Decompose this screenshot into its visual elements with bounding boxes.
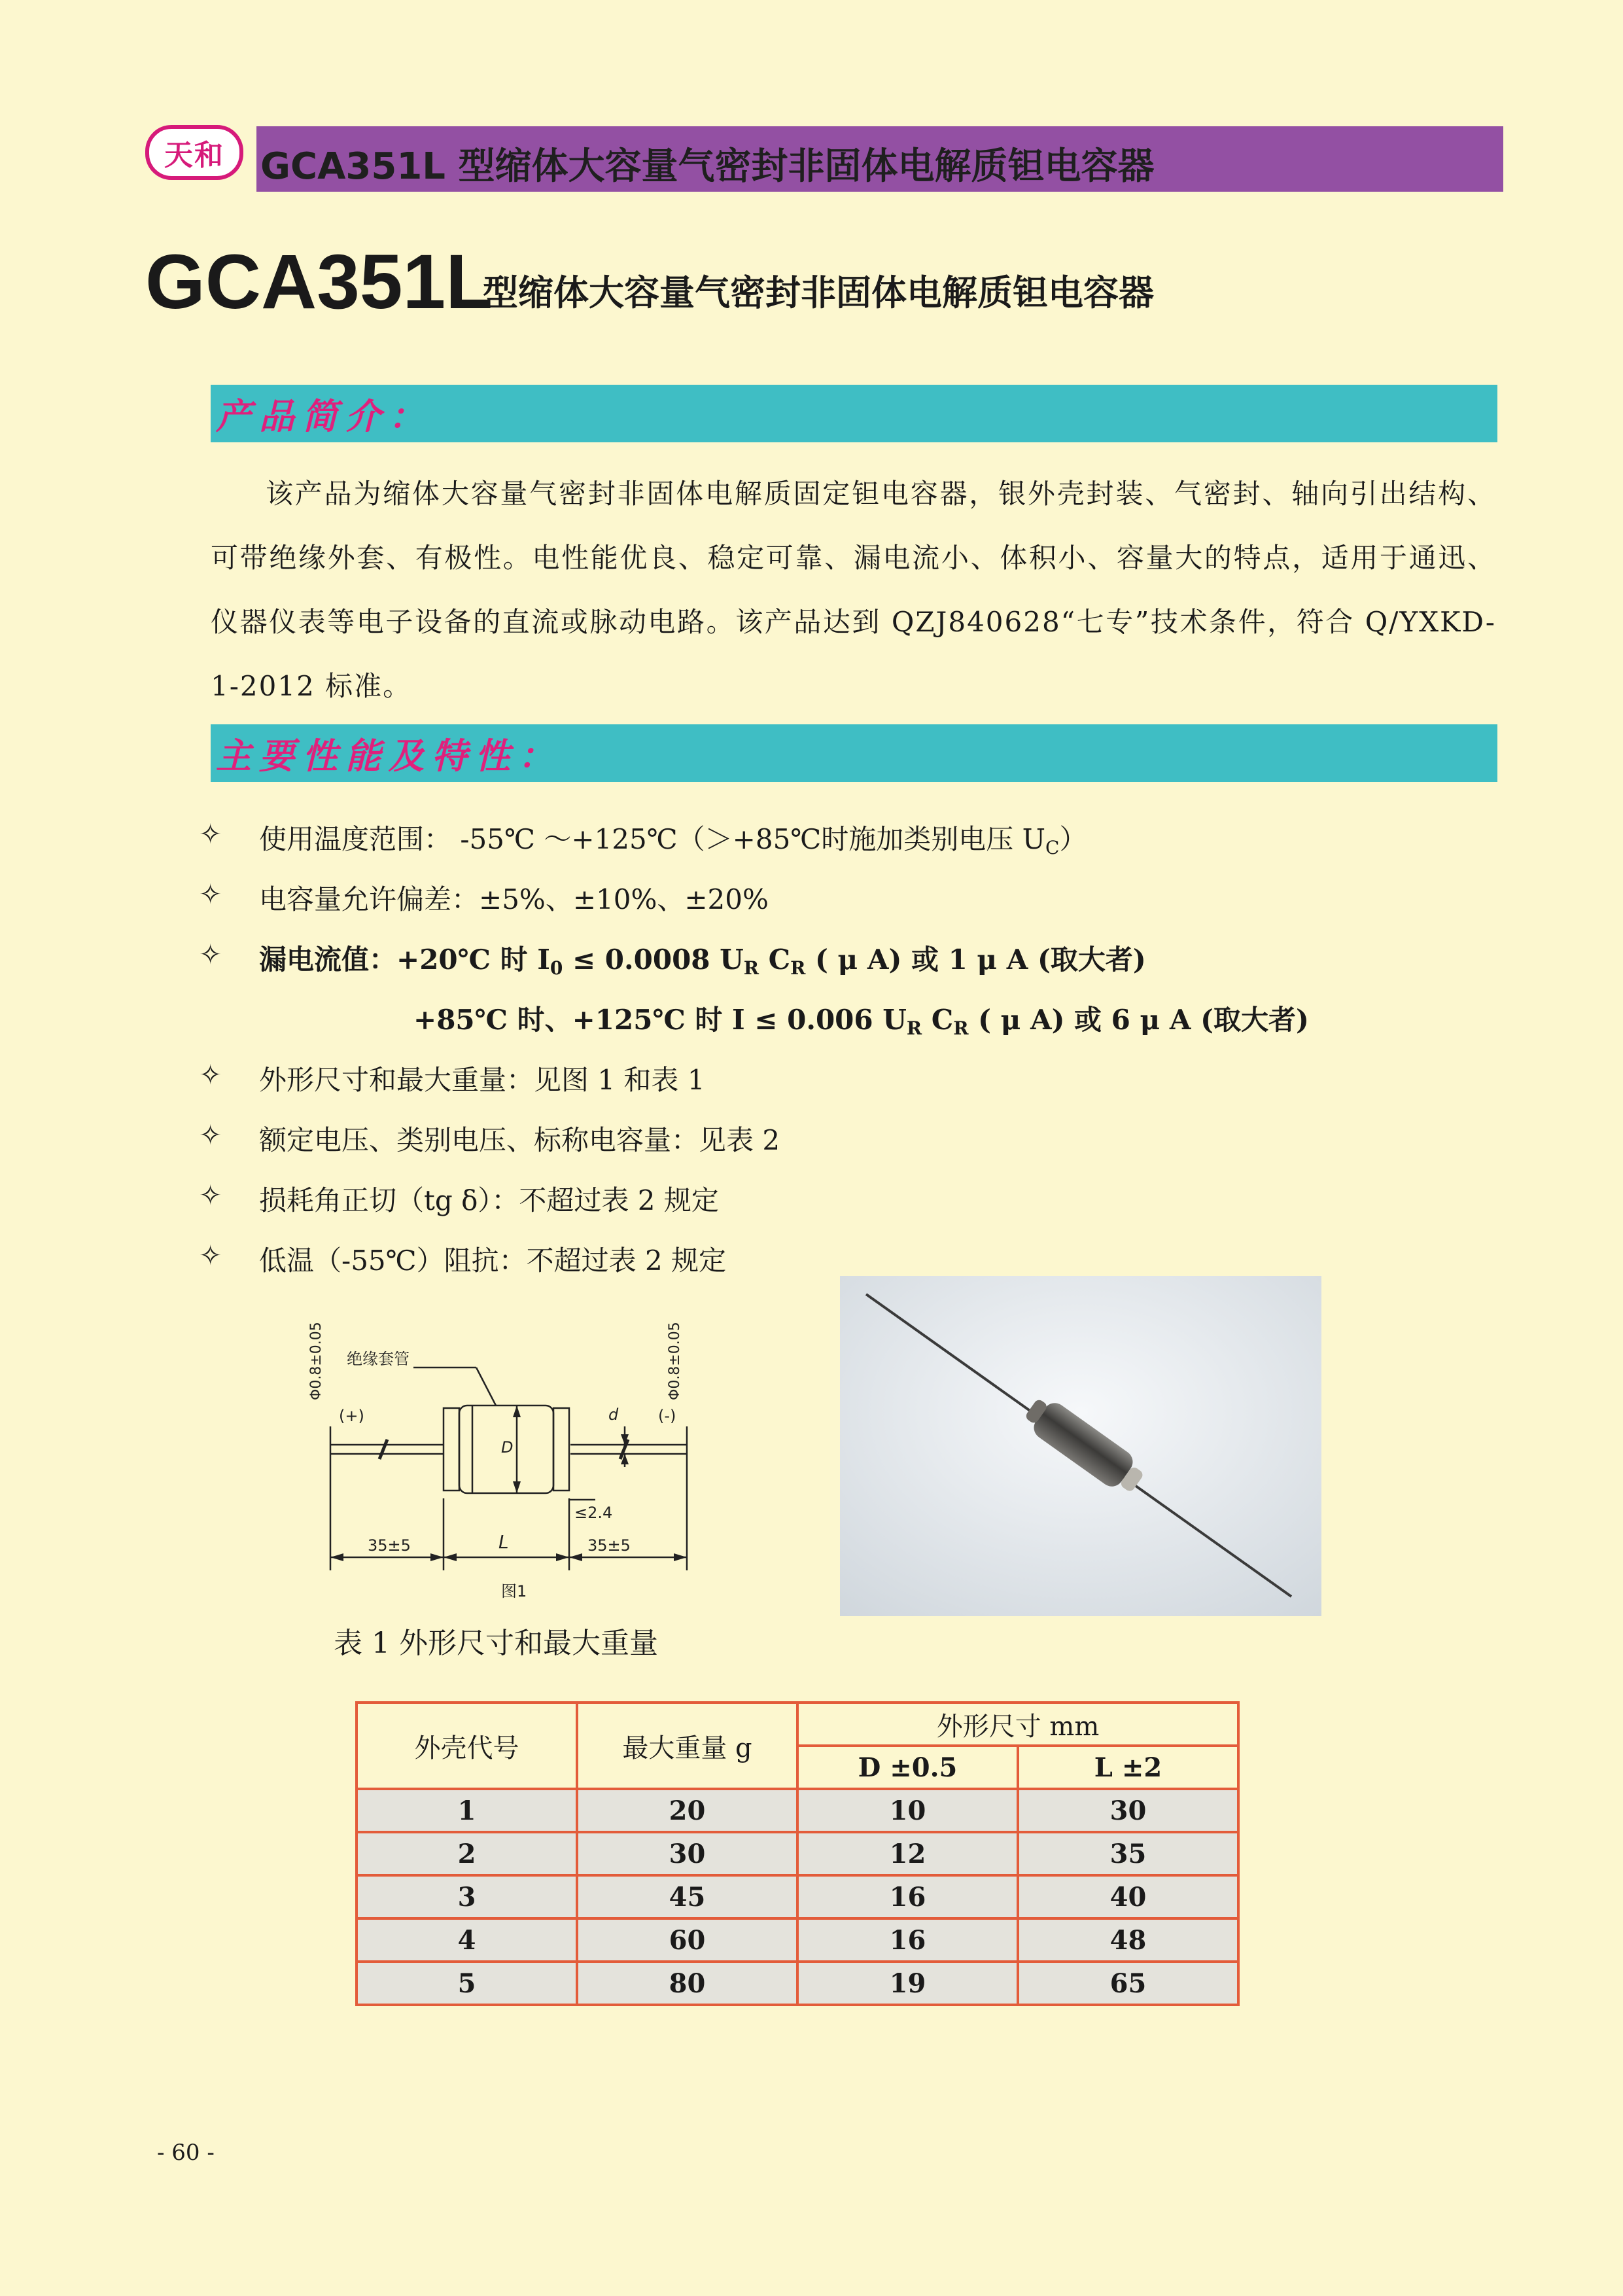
- table-row: [357, 1789, 1238, 1832]
- figure-caption: 图1: [501, 1582, 527, 1600]
- cell-L: 35: [1018, 1832, 1238, 1875]
- table-caption: 表 1 外形尺寸和最大重量: [334, 1627, 658, 1660]
- bullet-icon: ✧: [199, 818, 222, 850]
- cell-L: 30: [1018, 1789, 1238, 1832]
- table-header-row: [357, 1703, 1238, 1746]
- cell-D: 19: [797, 1962, 1018, 2005]
- cell-L: 40: [1018, 1875, 1238, 1918]
- bullet-icon: ✧: [199, 1119, 222, 1151]
- company-logo: [145, 125, 243, 180]
- intro-section-label: 产品简介：: [216, 395, 432, 437]
- header-max-weight: 最大重量 g: [577, 1703, 797, 1789]
- intro-paragraph: 该产品为缩体大容量气密封非固体电解质固定钽电容器，银外壳封装、气密封、轴向引出结构、可带绝缘外套、有极性。电性能优良、稳定可靠、漏电流小、体积小、容量大的特点，适用于通迅、仪器仪表等电子设备的直流或脉动电路。该产品达到 QZJ840628“七专”技术条件，符合 Q/YXKD-1-2012 标准。: [211, 478, 1496, 702]
- dim-left-label: 35±5: [368, 1536, 411, 1555]
- bullet-icon: ✧: [199, 938, 222, 970]
- cell-L: 48: [1018, 1918, 1238, 1962]
- product-photo: [840, 1276, 1321, 1616]
- logo-text: 天和: [164, 139, 224, 172]
- header-case-code: 外壳代号: [357, 1703, 577, 1789]
- dimension-weight-table: [355, 1701, 1240, 2006]
- feature-leakage-high-temp: +85℃ 时、+125℃ 时 I ≤ 0.006 $U_R$ $C_R$ ( μ A) 或 6 μ A (取大者): [413, 1004, 1309, 1039]
- table-row: [357, 1875, 1238, 1918]
- feature-temperature: 使用温度范围： -55℃ ～+125℃（＞+85℃时施加类别电压 $U_C$）: [259, 823, 1087, 858]
- cell-case: 1: [357, 1789, 577, 1832]
- header-title: GCA351L 型缩体大容量气密封非固体电解质钽电容器: [260, 145, 1155, 188]
- dim-gap-label: ≤2.4: [574, 1504, 613, 1522]
- feature-dimension: 外形尺寸和最大重量：见图 1 和表 1: [259, 1064, 705, 1096]
- cell-weight: 20: [577, 1789, 797, 1832]
- cell-D: 16: [797, 1875, 1018, 1918]
- cell-weight: 45: [577, 1875, 797, 1918]
- feature-impedance: 低温（-55℃）阻抗：不超过表 2 规定: [259, 1245, 727, 1277]
- cell-weight: 30: [577, 1832, 797, 1875]
- header-dimensions: 外形尺寸 mm: [797, 1703, 1238, 1746]
- lead-diameter-left: Φ0.8±0.05: [308, 1322, 324, 1400]
- intro-section-bar: [211, 385, 1497, 442]
- cell-case: 4: [357, 1918, 577, 1962]
- cell-D: 12: [797, 1832, 1018, 1875]
- header-L: L ±2: [1018, 1746, 1238, 1789]
- cell-case: 3: [357, 1875, 577, 1918]
- dim-right-label: 35±5: [587, 1536, 631, 1555]
- cell-case: 5: [357, 1962, 577, 2005]
- feature-voltage: 额定电压、类别电压、标称电容量：见表 2: [259, 1124, 780, 1156]
- product-subtitle: 型缩体大容量气密封非固体电解质钽电容器: [483, 272, 1154, 313]
- dimension-diagram: [307, 1296, 713, 1603]
- bullet-icon: ✧: [199, 1059, 222, 1091]
- features-section-bar: [211, 724, 1497, 782]
- cell-weight: 80: [577, 1962, 797, 2005]
- header-D: D ±0.5: [797, 1746, 1018, 1789]
- sleeve-label: 绝缘套管: [347, 1350, 410, 1368]
- cell-weight: 60: [577, 1918, 797, 1962]
- cell-D: 10: [797, 1789, 1018, 1832]
- bullet-icon: ✧: [199, 1179, 222, 1211]
- bullet-icon: ✧: [199, 878, 222, 910]
- cell-case: 2: [357, 1832, 577, 1875]
- cell-L: 65: [1018, 1962, 1238, 2005]
- dim-D-label: D: [501, 1438, 514, 1457]
- polarity-plus: (+): [339, 1407, 364, 1425]
- cell-D: 16: [797, 1918, 1018, 1962]
- table-row: [357, 1832, 1238, 1875]
- feature-tangent: 损耗角正切（tg δ）：不超过表 2 规定: [259, 1184, 719, 1216]
- lead-diameter-right: Φ0.8±0.05: [667, 1322, 683, 1400]
- dim-d-label: d: [608, 1405, 619, 1424]
- feature-leakage-20c: 漏电流值：+20℃ 时 $I_0 \le 0.0008$ $U_R$ $C_R$ ( μ A) 或 1 μ A (取大者): [259, 944, 1146, 979]
- dim-L-label: L: [498, 1531, 509, 1553]
- feature-tolerance: 电容量允许偏差：±5%、±10%、±20%: [259, 883, 769, 915]
- table-row: [357, 1918, 1238, 1962]
- product-model: GCA351L: [145, 239, 493, 325]
- table-row: [357, 1962, 1238, 2005]
- features-section-label: 主要性能及特性：: [216, 735, 561, 777]
- bullet-icon: ✧: [199, 1239, 222, 1271]
- page-number: - 60 -: [157, 2140, 215, 2166]
- polarity-minus: (-): [658, 1407, 676, 1425]
